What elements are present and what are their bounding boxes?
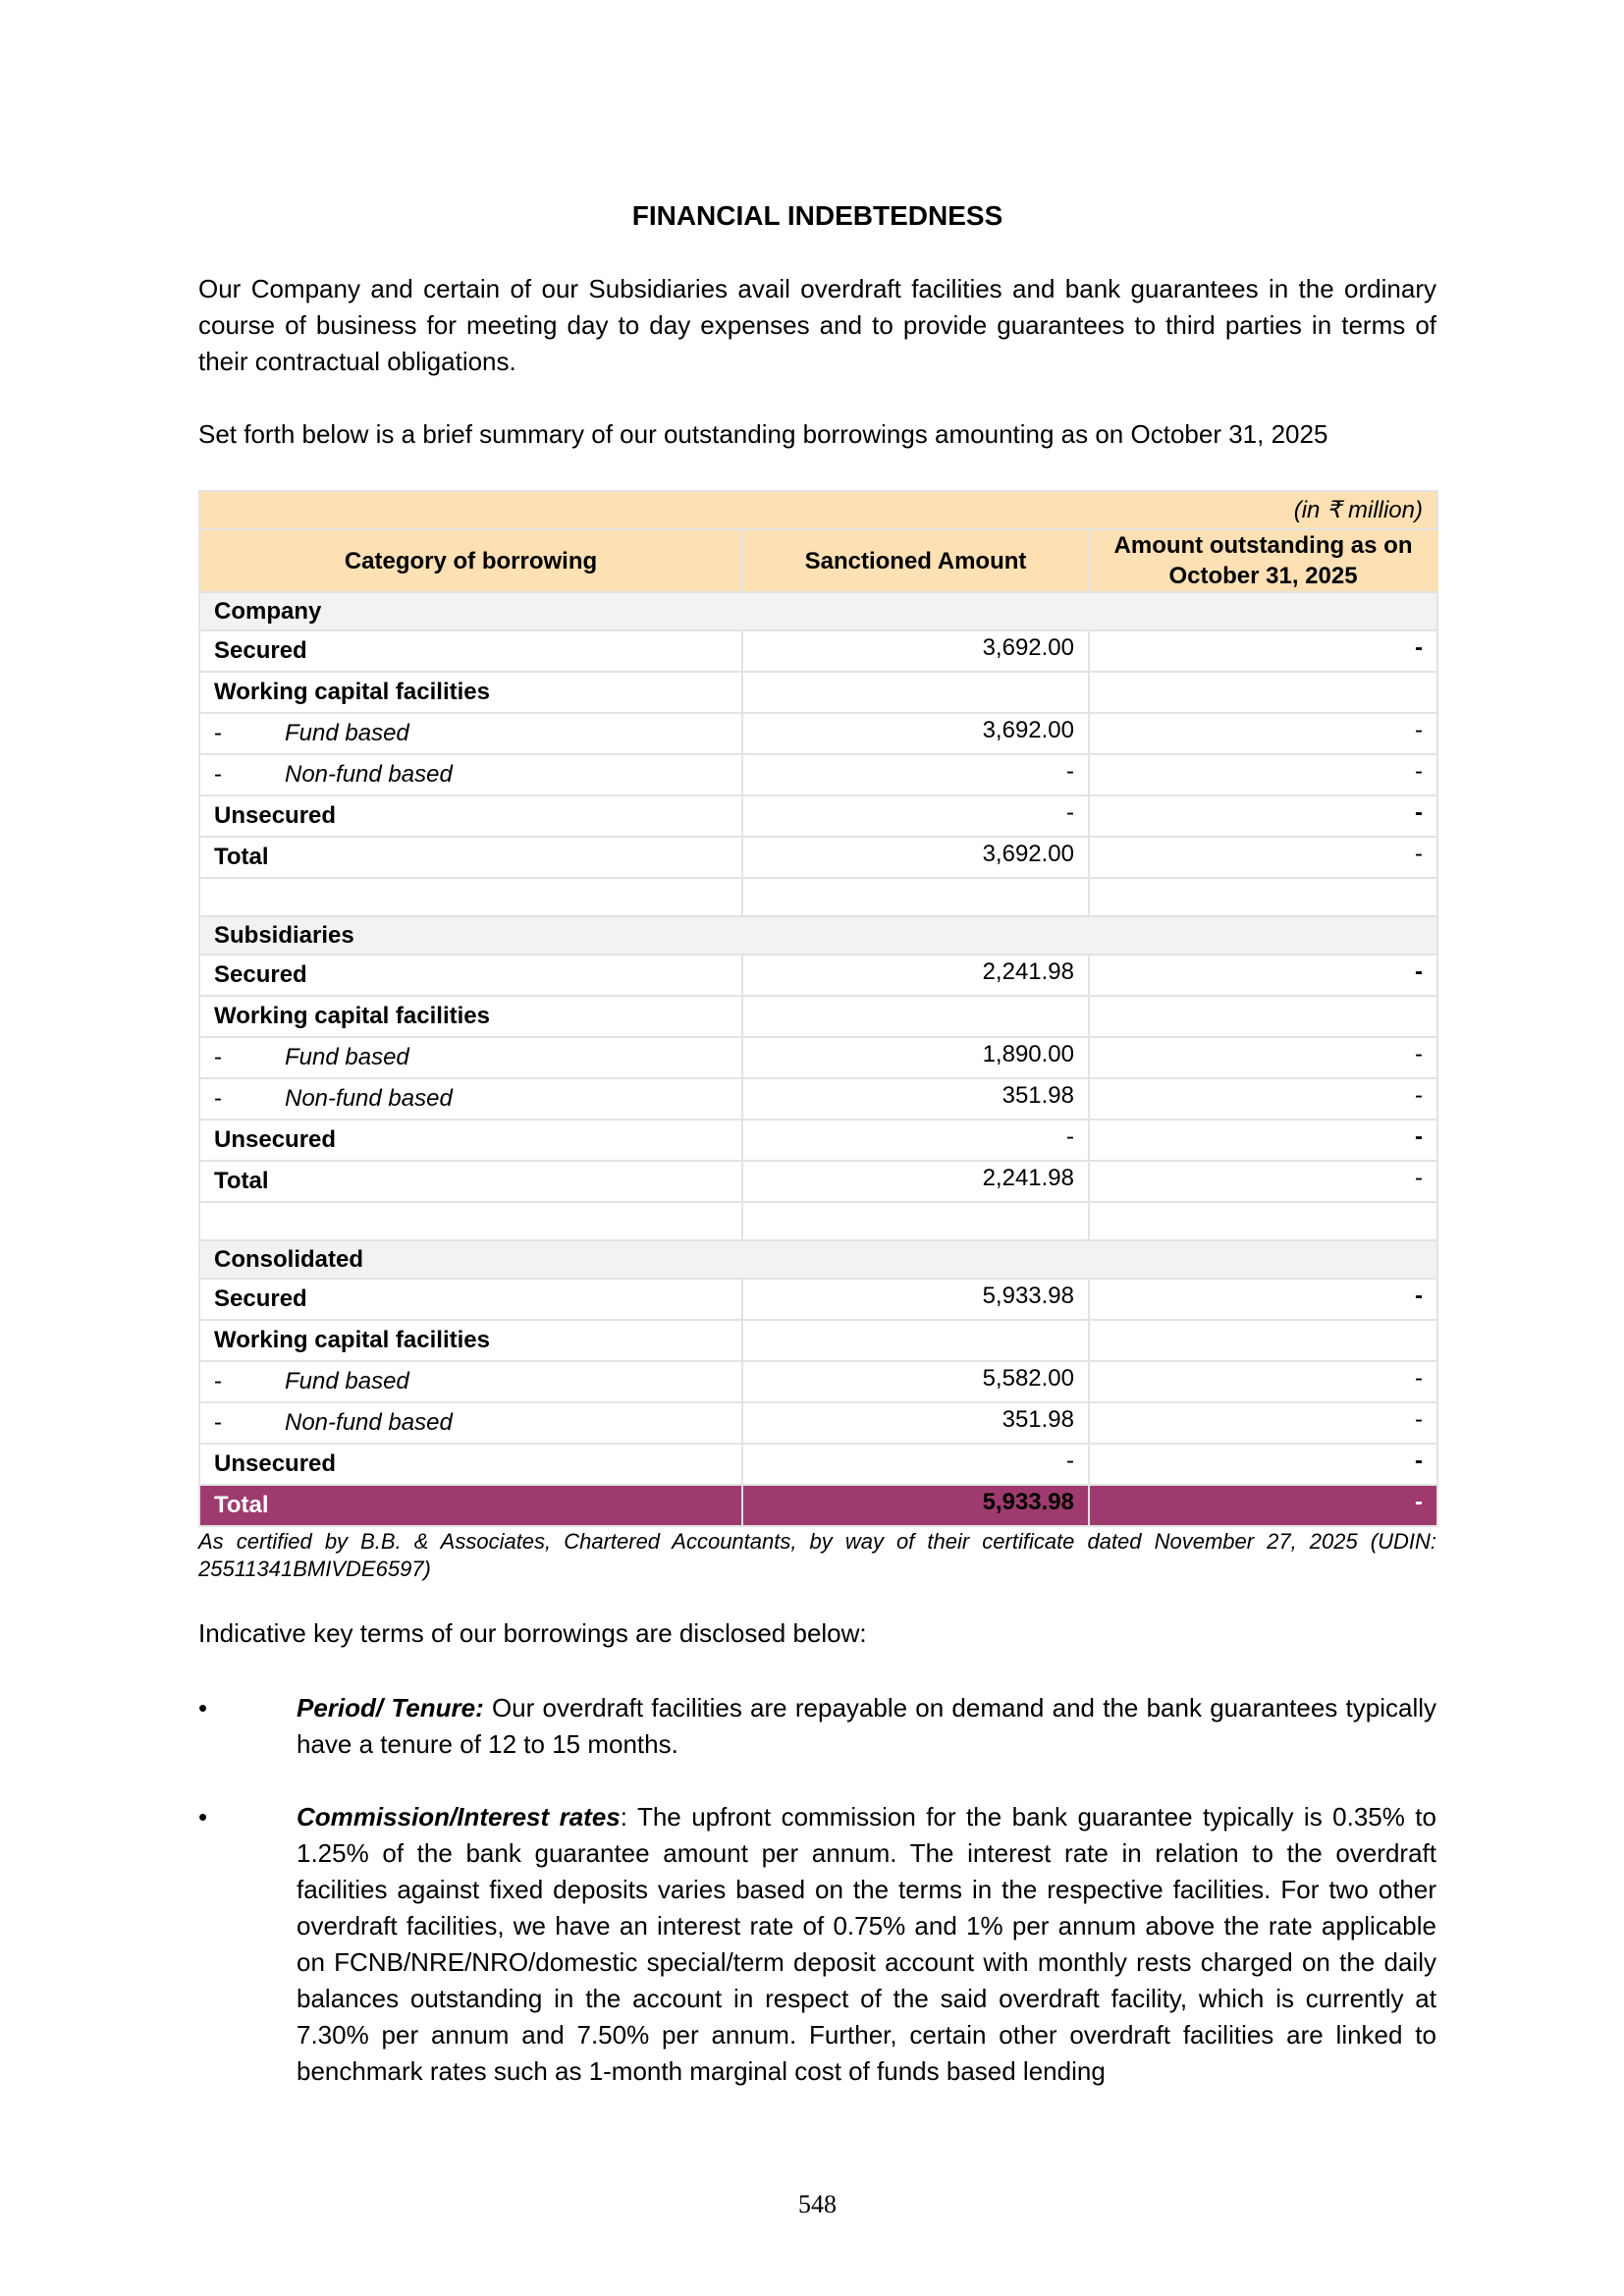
sanctioned-amount-cell: 351.98 bbox=[742, 1078, 1089, 1120]
dash-marker: - bbox=[214, 1085, 222, 1112]
spacer-row bbox=[199, 878, 1437, 916]
outstanding-amount-cell: - bbox=[1089, 1037, 1437, 1078]
bullet-text bbox=[297, 1799, 1436, 2090]
outstanding-amount-cell: - bbox=[1089, 795, 1437, 837]
sanctioned-amount-cell: 3,692.00 bbox=[742, 837, 1089, 878]
spacer-row bbox=[199, 1202, 1437, 1240]
table-row bbox=[199, 1361, 1437, 1402]
category-label: Non-fund based bbox=[285, 761, 453, 788]
section-row-company bbox=[199, 592, 1437, 630]
empty-cell bbox=[1089, 1202, 1437, 1240]
outstanding-amount-cell bbox=[1089, 672, 1437, 713]
table-row bbox=[199, 1444, 1437, 1485]
category-cell: Unsecured bbox=[199, 1120, 742, 1161]
table-row bbox=[199, 1402, 1437, 1444]
empty-cell bbox=[199, 1202, 742, 1240]
outstanding-amount-cell: - bbox=[1089, 1485, 1437, 1526]
bullet-term: Commission/Interest rates bbox=[297, 1802, 621, 1831]
outstanding-amount-cell: - bbox=[1089, 1444, 1437, 1485]
section-row-subsidiaries bbox=[199, 916, 1437, 955]
outstanding-amount-cell: - bbox=[1089, 955, 1437, 996]
dash-marker: - bbox=[214, 1044, 222, 1070]
section-label: Consolidated bbox=[199, 1240, 1437, 1279]
intro-paragraph: Our Company and certain of our Subsidiaries avail overdraft facilities and bank guarantees in the ordinary course of business for meeting day to day expenses and to provide guarantees to third parties in terms of their contractual obligations. bbox=[198, 274, 1436, 376]
table-row bbox=[199, 955, 1437, 996]
outstanding-amount-cell: - bbox=[1089, 754, 1437, 795]
category-label: Fund based bbox=[285, 720, 409, 746]
outstanding-amount-cell: - bbox=[1089, 630, 1437, 672]
sanctioned-amount-cell: - bbox=[742, 795, 1089, 837]
category-cell: Total bbox=[199, 1161, 742, 1202]
table-row bbox=[199, 1320, 1437, 1361]
outstanding-amount-cell bbox=[1089, 996, 1437, 1037]
unit-row bbox=[199, 491, 1437, 529]
outstanding-amount-cell: - bbox=[1089, 1078, 1437, 1120]
section-row-consolidated bbox=[199, 1240, 1437, 1279]
sanctioned-amount-cell: 351.98 bbox=[742, 1402, 1089, 1444]
bullet-body: : The upfront commission for the bank guarantee typically is 0.35% to 1.25% of the bank guarantee amount per annum. The interest rate in relation to the overdraft facilities against fixed deposits varies based on the terms in the respective facilities. For two other overdraft facilities, we have an interest rate of 0.75% and 1% per annum above the rate applicable on FCNB/NRE/NRO/domestic special/term deposit account with monthly rests charged on the daily balances outstanding in the account in respect of the said overdraft facility, which is currently at 7.30% per annum and 7.50% per annum. Further, certain other overdraft facilities are linked to benchmark rates such as 1-month marginal cost of funds based lending bbox=[297, 1802, 1436, 2086]
certification-note: As certified by B.B. & Associates, Chartered Accountants, by way of their certificate dated November 27, 2025 (UDIN: 25511341BMIVDE6597) bbox=[198, 1529, 1436, 1581]
sanctioned-amount-cell: 5,582.00 bbox=[742, 1361, 1089, 1402]
sanctioned-amount-cell: - bbox=[742, 1120, 1089, 1161]
category-label: Fund based bbox=[285, 1044, 409, 1070]
category-label: Fund based bbox=[285, 1368, 409, 1394]
category-cell: Secured bbox=[199, 955, 742, 996]
outstanding-amount-cell: - bbox=[1089, 1279, 1437, 1320]
header-category: Category of borrowing bbox=[199, 529, 742, 592]
empty-cell bbox=[742, 1202, 1089, 1240]
dash-marker: - bbox=[214, 761, 222, 788]
category-cell bbox=[199, 1078, 742, 1120]
outstanding-amount-cell: - bbox=[1089, 1120, 1437, 1161]
table-row bbox=[199, 630, 1437, 672]
category-label: Non-fund based bbox=[285, 1409, 453, 1436]
table-row bbox=[199, 795, 1437, 837]
table-row bbox=[199, 837, 1437, 878]
outstanding-amount-cell: - bbox=[1089, 837, 1437, 878]
table-row bbox=[199, 713, 1437, 754]
table-row bbox=[199, 1485, 1437, 1526]
bullet-body: Our overdraft facilities are repayable on demand and the bank guarantees typically have a tenure of 12 to 15 months. bbox=[297, 1693, 1436, 1759]
page-number: 548 bbox=[798, 2190, 837, 2218]
category-cell: Total bbox=[199, 837, 742, 878]
category-cell: Unsecured bbox=[199, 1444, 742, 1485]
category-cell bbox=[199, 1361, 742, 1402]
bullet-icon: • bbox=[198, 1802, 208, 1831]
dash-marker: - bbox=[214, 1368, 222, 1394]
sanctioned-amount-cell: 2,241.98 bbox=[742, 1161, 1089, 1202]
category-cell: Secured bbox=[199, 630, 742, 672]
dash-marker: - bbox=[214, 1409, 222, 1436]
category-cell: Working capital facilities bbox=[199, 1320, 742, 1361]
category-cell: Total bbox=[199, 1485, 742, 1526]
table-row bbox=[199, 1279, 1437, 1320]
table-row bbox=[199, 1161, 1437, 1202]
sanctioned-amount-cell: - bbox=[742, 1444, 1089, 1485]
dash-marker: - bbox=[214, 720, 222, 746]
bullet-term: Period/ Tenure: bbox=[297, 1693, 484, 1722]
sanctioned-amount-cell: 5,933.98 bbox=[742, 1485, 1089, 1526]
empty-cell bbox=[742, 878, 1089, 916]
table-row bbox=[199, 1120, 1437, 1161]
header-sanctioned: Sanctioned Amount bbox=[742, 529, 1089, 592]
sanctioned-amount-cell: 1,890.00 bbox=[742, 1037, 1089, 1078]
category-cell bbox=[199, 1402, 742, 1444]
table-row bbox=[199, 1078, 1437, 1120]
header-outstanding: Amount outstanding as on October 31, 2025 bbox=[1089, 529, 1437, 592]
sanctioned-amount-cell: 2,241.98 bbox=[742, 955, 1089, 996]
category-cell bbox=[199, 713, 742, 754]
borrowings-table bbox=[198, 490, 1438, 1527]
category-cell: Working capital facilities bbox=[199, 996, 742, 1037]
outstanding-amount-cell bbox=[1089, 1320, 1437, 1361]
empty-cell bbox=[1089, 878, 1437, 916]
sanctioned-amount-cell: 3,692.00 bbox=[742, 713, 1089, 754]
table-header-row bbox=[199, 529, 1437, 592]
table-row bbox=[199, 754, 1437, 795]
table-row bbox=[199, 672, 1437, 713]
outstanding-amount-cell: - bbox=[1089, 1161, 1437, 1202]
unit-text: in ₹ million bbox=[1301, 497, 1416, 523]
category-label: Non-fund based bbox=[285, 1085, 453, 1112]
category-cell: Secured bbox=[199, 1279, 742, 1320]
summary-line: Set forth below is a brief summary of our outstanding borrowings amounting as on October 31, 2025 bbox=[198, 419, 1328, 449]
empty-cell bbox=[199, 878, 742, 916]
sanctioned-amount-cell: 5,933.98 bbox=[742, 1279, 1089, 1320]
unit-label: (in ₹ million) bbox=[199, 491, 1437, 529]
sanctioned-amount-cell: - bbox=[742, 754, 1089, 795]
table-row bbox=[199, 1037, 1437, 1078]
category-cell: Unsecured bbox=[199, 795, 742, 837]
outstanding-amount-cell: - bbox=[1089, 713, 1437, 754]
sanctioned-amount-cell bbox=[742, 996, 1089, 1037]
category-cell bbox=[199, 1037, 742, 1078]
category-cell: Working capital facilities bbox=[199, 672, 742, 713]
outstanding-amount-cell: - bbox=[1089, 1361, 1437, 1402]
table-row bbox=[199, 996, 1437, 1037]
category-cell bbox=[199, 754, 742, 795]
bullet-icon: • bbox=[198, 1693, 208, 1722]
bullet-text bbox=[297, 1690, 1436, 1763]
sanctioned-amount-cell bbox=[742, 672, 1089, 713]
sanctioned-amount-cell bbox=[742, 1320, 1089, 1361]
section-label: Subsidiaries bbox=[199, 916, 1437, 955]
section-label: Company bbox=[199, 592, 1437, 630]
page-title: FINANCIAL INDEBTEDNESS bbox=[631, 200, 1003, 231]
key-terms-intro: Indicative key terms of our borrowings are disclosed below: bbox=[198, 1618, 867, 1648]
outstanding-amount-cell: - bbox=[1089, 1402, 1437, 1444]
sanctioned-amount-cell: 3,692.00 bbox=[742, 630, 1089, 672]
